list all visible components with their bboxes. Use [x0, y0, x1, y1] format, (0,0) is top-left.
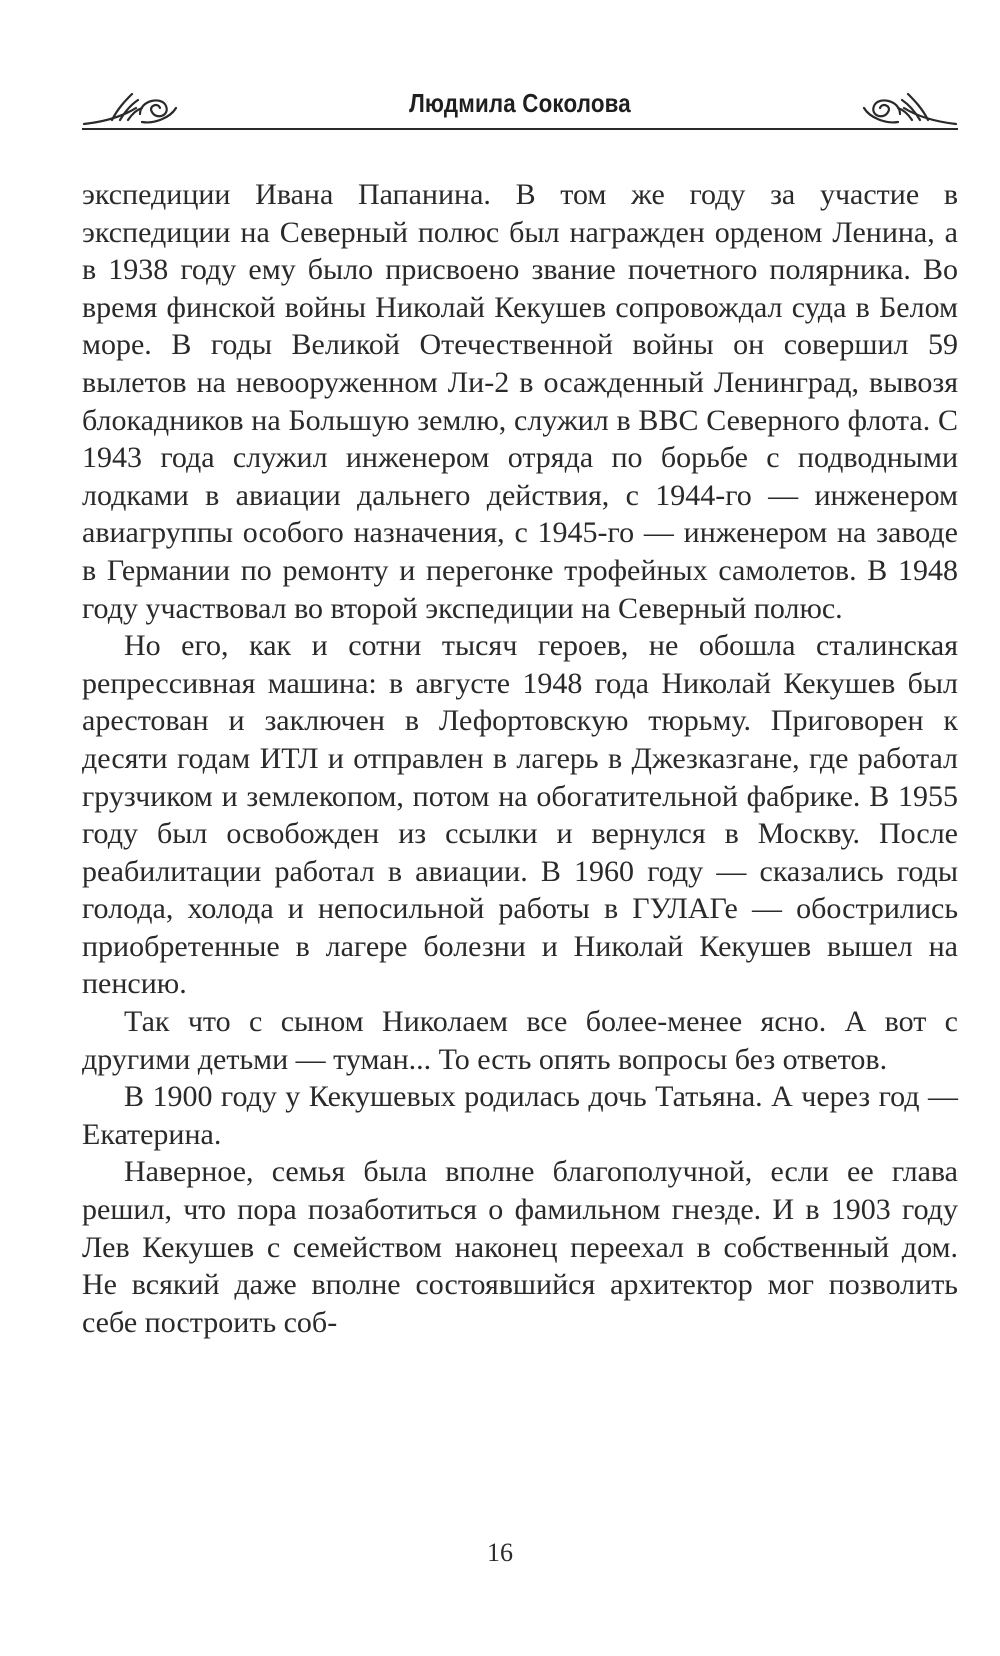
flourish-ornament-right-icon: [862, 78, 958, 130]
paragraph: Но его, как и сотни тысяч героев, не обошла сталинская репрессивная машина: в августе 1948 года Николай Кекушев был арестован и заключен в Лефортовскую тюрьму. Приговорен к десяти годам ИТЛ и отправлен в лагерь в Джезказгане, где работал грузчиком и землекопом, потом на обогатительной фабрике. В 1955 году был освобожден из ссылки и вернулся в Москву. После реабилитации работал в авиации. В 1960 году — сказались годы голода, холода и непосильной работы в ГУЛАГе — обострились приобретенные в лагере болезни и Николай Кекушев вышел на пенсию.: [82, 629, 958, 1001]
paragraph: В 1900 году у Кекушевых родилась дочь Татьяна. А через год — Екатерина.: [82, 1080, 958, 1151]
page-number: 16: [487, 1538, 513, 1567]
paragraph: Наверное, семья была вполне благополучной, если ее глава решил, что пора позаботиться о фамильном гнезде. И в 1903 году Лев Кекушев с семейством наконец переехал в собственный дом. Не всякий даже вполне состоявшийся архитектор мог позволить себе построить соб-: [82, 1155, 958, 1339]
header-rule: [82, 128, 958, 130]
running-head: Людмила Соколова: [409, 88, 631, 118]
page-header: [82, 70, 958, 140]
body-text: [82, 176, 958, 1341]
paragraph: экспедиции Ивана Папанина. В том же году за участие в экспедиции на Северный полюс был награжден орденом Ленина, а в 1938 году ему было присвоено звание почетного полярника. Во время финской войны Николай Кекушев сопровождал суда в Белом море. В годы Великой Отечественной войны он совершил 59 вылетов на невооруженном Ли-2 в осажденный Ленинград, вывозя блокадников на Большую землю, служил в ВВС Северного флота. С 1943 года служил инженером отряда по борьбе с подводными лодками в авиации дальнего действия, с 1944-го — инженером авиагруппы особого назначения, с 1945-го — инженером на заводе в Германии по ремонту и перегонке трофейных самолетов. В 1948 году участвовал во второй экспедиции на Северный полюс.: [82, 178, 958, 625]
paragraph: Так что с сыном Николаем все более-менее ясно. А вот с другими детьми — туман... То есть опять вопросы без ответов.: [82, 1005, 958, 1076]
